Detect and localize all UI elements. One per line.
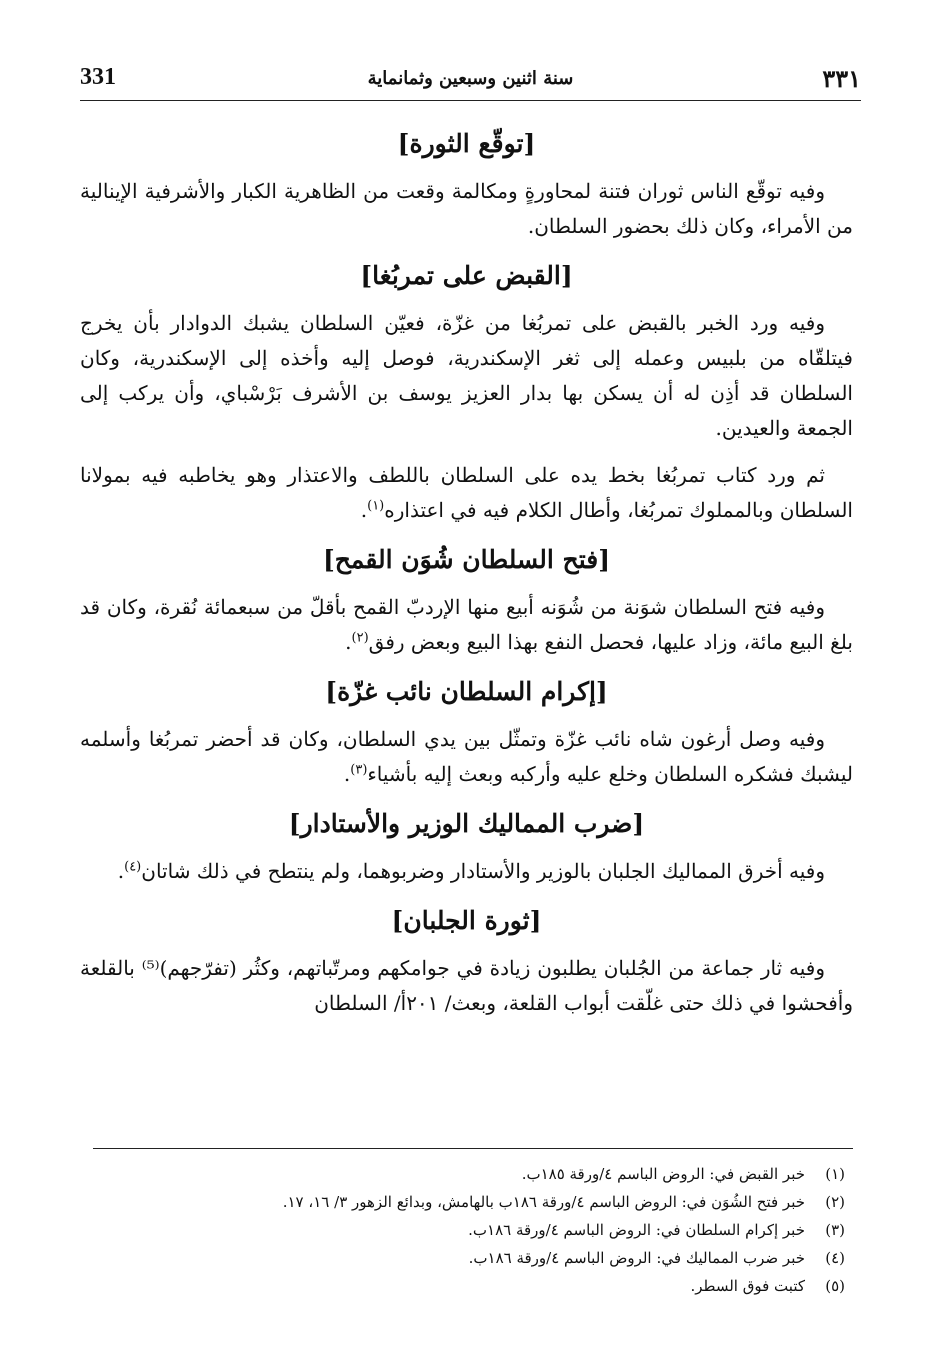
main-text	[80, 118, 853, 1033]
section-heading: [إكرام السلطان نائب غزّة]	[325, 677, 608, 706]
paragraph: وفيه أخرق المماليك الجلبان بالوزير والأستادار وضربوهما، ولم ينتطح في ذلك شاتان$^{(٤)}$.	[117, 859, 825, 883]
paragraph	[80, 306, 853, 446]
page-number-latin: 331	[80, 64, 116, 90]
footnote	[120, 1160, 845, 1188]
section-heading: [القبض على تمربُغا]	[360, 261, 573, 290]
footnote-text: كتبت فوق السطر.	[690, 1277, 805, 1295]
paragraph-text: وفيه ثار جماعة من الجُلبان يطلبون زيادة في جوامكهم ومرتّباتهم، وكثُر (تفرّجهم)⁽⁵⁾ بالقلعة وأفحشوا في ذلك حتى غلّقت أبواب القلعة، وبعث/ ٢٠١أ/ السلطان	[80, 956, 853, 1015]
paragraph	[80, 174, 853, 244]
section-heading: [ثورة الجلبان]	[391, 906, 542, 935]
section	[80, 901, 853, 1021]
paragraph-text: وفيه أخرق المماليك الجلبان بالوزير والأستادار وضربوهما، ولم ينتطح في ذلك شاتان	[141, 859, 825, 883]
paragraph	[80, 951, 853, 1021]
paragraph-text: ثم ورد كتاب تمربُغا بخط يده على السلطان باللطف والاعتذار وهو يخاطبه فيه بمولانا السلطان وبالمملوك تمربُغا، وأطال الكلام فيه في اعتذاره	[80, 463, 853, 522]
footnote-marker[interactable]: (١)	[367, 498, 385, 514]
section	[80, 256, 853, 528]
footnote-number: (٣)	[825, 1221, 845, 1239]
section-heading: [ضرب المماليك الوزير والأستادار]	[288, 809, 645, 838]
footnote-rule	[93, 1148, 853, 1149]
paragraph: وفيه فتح السلطان شوَنة من شُوَنه أبيع منها الإردبّ القمح بأقلّ من سبعمائة نُقرة، وكان قد بلغ البيع مائة، وزاد عليها، فحصل النفع بهذا البيع وبعض رفق$^{(٢)}$.	[80, 595, 853, 654]
page-number-arabic: ٣٣١	[822, 64, 861, 93]
paragraph-text: وفيه فتح السلطان شوَنة من شُوَنه أبيع منها الإردبّ القمح بأقلّ من سبعمائة نُقرة، وكان قد بلغ البيع مائة، وزاد عليها، فحصل النفع بهذا البيع وبعض رفق	[80, 595, 853, 654]
header-rule	[80, 100, 861, 101]
footnote	[120, 1216, 845, 1244]
footnote-marker[interactable]: (٢)	[351, 630, 369, 646]
footnote	[120, 1272, 845, 1300]
footnote-text: خبر ضرب المماليك في: الروض الباسم ٤/ورقة ١٨٦ب.	[468, 1249, 805, 1267]
footnote-number: (٥)	[825, 1277, 845, 1295]
footnote-text: خبر القبض في: الروض الباسم ٤/ورقة ١٨٥ب.	[521, 1165, 805, 1183]
section-heading: [فتح السلطان شُوَن القمح]	[322, 545, 611, 574]
footnote	[120, 1244, 845, 1272]
paragraph: وفيه وصل أرغون شاه نائب غزّة وتمثّل بين يدي السلطان، وكان قد أحضر تمربُغا وأسلمه ليشبك فشكره السلطان وخلع عليه وأركبه وبعث إليه بأشياء$^{(٣)}$.	[80, 727, 853, 786]
paragraph: ثم ورد كتاب تمربُغا بخط يده على السلطان باللطف والاعتذار وهو يخاطبه فيه بمولانا السلطان وبالمملوك تمربُغا، وأطال الكلام فيه في اعتذاره$^{(١)}$.	[80, 463, 853, 522]
footnote-number: (١)	[825, 1165, 845, 1183]
section	[80, 124, 853, 244]
section	[80, 672, 853, 792]
section-heading: [توقّع الثورة]	[397, 129, 536, 158]
footnote-number: (٢)	[825, 1193, 845, 1211]
footnote	[120, 1188, 845, 1216]
running-head-title: سنة اثنين وسبعين وثمانماية	[367, 68, 574, 89]
footnotes	[120, 1160, 845, 1300]
footnote-marker[interactable]: (٤)	[124, 859, 142, 875]
paragraph-text: وفيه وصل أرغون شاه نائب غزّة وتمثّل بين يدي السلطان، وكان قد أحضر تمربُغا وأسلمه ليشبك فشكره السلطان وخلع عليه وأركبه وبعث إليه بأشياء	[80, 727, 853, 786]
footnote-number: (٤)	[825, 1249, 845, 1267]
paragraph-text: وفيه ورد الخبر بالقبض على تمربُغا من غزّة، فعيّن السلطان يشبك الدوادار بأن يخرج فيتلقّاه من بلبيس وعمله إلى ثغر الإسكندرية، فوصل إليه وأخذه إلى الإسكندرية، وكان السلطان قد أذِن له أن يسكن بها بدار العزيز يوسف بن الأشرف بَرْسْباي، وأن يركب إلى الجمعة والعيدين.	[80, 311, 853, 440]
footnote-marker[interactable]: (٣)	[350, 762, 368, 778]
running-head	[80, 62, 861, 96]
footnote-text: خبر إكرام السلطان في: الروض الباسم ٤/ورقة ١٨٦ب.	[468, 1221, 805, 1239]
section	[80, 804, 853, 889]
footnote-text: خبر فتح الشُوَن في: الروض الباسم ٤/ورقة ١٨٦ب بالهامش، وبدائع الزهور ٣/ ١٦، ١٧.	[282, 1193, 805, 1211]
section	[80, 540, 853, 660]
paragraph-text: وفيه توقّع الناس ثوران فتنة لمحاورةٍ ومكالمة وقعت من الظاهرية الكبار والأشرفية الإينالية من الأمراء، وكان ذلك بحضور السلطان.	[80, 179, 853, 238]
